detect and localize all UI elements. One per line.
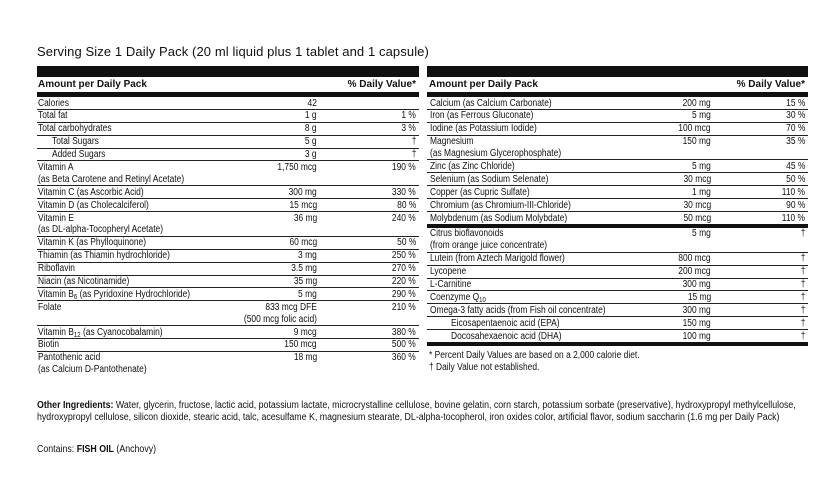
nutrient-row [37,149,419,162]
nutrient-daily-value: 90 % [785,199,805,211]
nutrient-amount: 100 mcg [678,123,711,135]
nutrient-name-text: Coenzyme Q [430,291,480,303]
nutrient-name [38,110,68,121]
nutrient-name [38,162,73,173]
nutrient-name-text: Vitamin B [38,326,74,338]
nutrient-row [427,123,808,136]
nutrient-row [427,228,808,253]
nutrient-name [38,200,149,211]
nutrient-row [37,352,419,376]
nutrient-name-text: Lycopene [430,266,467,278]
nutrient-name-text: Docosahexaenoic acid (DHA) [451,330,562,342]
nutrient-name-rest: (as Cyanocobalamin) [80,326,163,338]
right-top-bar [427,66,808,77]
nutrient-name-text: Folate [38,301,62,313]
nutrient-name-text: Vitamin A [38,161,74,173]
nutrient-amount: 150 mcg [284,339,317,351]
nutrient-name-text: Iron (as Ferrous Gluconate) [430,110,534,122]
nutrient-name-text: Biotin [38,339,60,351]
nutrient-amount: 35 mg [293,276,317,287]
nutrient-name [38,339,59,350]
nutrient-name [38,263,75,274]
nutrient-name [38,123,112,134]
nutrient-name-text: Selenium (as Sodium Selenate) [430,173,549,185]
nutrient-name [430,174,548,185]
nutrient-source: (as Beta Carotene and Retinyl Acetate) [38,173,185,185]
nutrient-daily-value: 330 % [392,186,416,198]
nutrient-row [427,317,808,330]
nutrient-amount: 5 mg [692,228,711,240]
serving-size: Serving Size 1 Daily Pack (20 ml liquid plus 1 tablet and 1 capsule) [37,44,429,59]
footnotes [427,350,808,374]
nutrient-name-rest: (as Pyridoxine Hydrochloride) [77,288,191,300]
nutrient-amount: 800 mcg [678,253,711,265]
nutrient-amount: 833 mcg DFE [265,301,317,313]
nutrient-row [37,276,419,289]
nutrient-amount: 300 mg [682,304,711,316]
nutrient-source: (as DL-alpha-Tocopheryl Acetate) [38,224,164,236]
nutrient-source: (from orange juice concentrate) [430,240,548,252]
nutrient-name [430,292,486,303]
nutrient-name [430,136,474,147]
nutrient-source: (as Calcium D-Pantothenate) [38,364,147,376]
nutrient-subscript: 6 [73,293,78,301]
nutrient-subscript: 10 [479,296,486,304]
nutrient-amount: 30 mcg [683,173,711,185]
nutrient-name [38,276,129,287]
footnote-dv: * Percent Daily Values are based on a 2,000 calorie diet. [429,349,640,361]
nutrient-daily-value: † [800,279,805,290]
contains-allergen: FISH OIL [76,444,114,455]
nutrient-row [37,161,419,186]
nutrient-name [430,161,515,172]
nutrient-daily-value: 30 % [785,110,805,122]
nutrient-name [38,352,100,363]
nutrient-daily-value: 110 % [781,186,805,198]
right-header-label: Amount per Daily Pack [429,79,538,90]
nutrient-subscript: 12 [73,331,81,339]
nutrient-name [430,200,571,211]
nutrient-amount: 1 g [305,110,317,122]
nutrient-row [37,263,419,276]
nutrient-daily-value: † [800,253,805,265]
nutrient-row [37,301,419,326]
nutrient-row [427,97,808,110]
nutrient-row [427,330,808,346]
nutrient-name [430,123,537,134]
nutrient-daily-value: 250 % [392,250,416,262]
other-ingredients-label: Other Ingredients: [37,400,114,411]
nutrient-daily-value: † [800,228,805,240]
nutrient-name-text: L-Carnitine [430,279,472,290]
nutrient-amount: 60 mcg [289,237,317,249]
nutrient-name [451,318,560,329]
nutrient-row [37,97,419,110]
nutrient-amount: 15 mcg [289,199,317,211]
nutrient-amount: 36 mg [293,212,317,224]
nutrient-name [38,327,163,338]
nutrient-name-text: Magnesium [430,136,474,148]
nutrient-name [430,253,565,264]
nutrient-amount: 42 [307,97,317,109]
nutrient-amount: 150 mg [682,317,711,329]
nutrient-name-text: Zinc (as Zinc Chloride) [430,160,515,172]
nutrient-daily-value: 500 % [392,339,416,351]
nutrient-name [38,302,61,313]
nutrient-amount: 3 mg [298,250,317,262]
nutrient-daily-value: 290 % [392,288,416,300]
left-rows [37,97,419,376]
nutrient-daily-value: 210 % [392,301,416,313]
nutrient-daily-value: † [411,149,416,161]
nutrient-row [427,186,808,199]
nutrient-row [427,279,808,292]
nutrient-amount: 5 mg [692,160,711,172]
nutrient-daily-value: 80 % [396,199,416,211]
left-header [37,77,419,93]
nutrient-daily-value: † [800,317,805,329]
nutrient-row [37,237,419,250]
left-header-label: Amount per Daily Pack [38,79,147,90]
contains-suffix: (Anchovy) [113,444,157,455]
nutrient-daily-value: 110 % [781,212,805,224]
nutrient-amount: 300 mg [288,186,317,198]
nutrient-row [427,199,808,212]
nutrient-amount: 18 mg [293,352,317,364]
nutrient-daily-value: 50 % [396,237,416,249]
contains-label: Contains: [37,444,77,455]
nutrient-daily-value: 50 % [785,173,805,185]
nutrient-name-text: Vitamin B [38,288,74,300]
nutrient-name-text: Molybdenum (as Sodium Molybdate) [430,212,568,224]
nutrient-row [427,160,808,173]
nutrient-daily-value: † [800,291,805,303]
nutrient-name-text: Vitamin C (as Ascorbic Acid) [38,186,144,198]
nutrient-name-text: Vitamin E [38,212,74,224]
nutrient-name [430,187,530,198]
other-ingredients [37,400,817,423]
nutrient-amount: 15 mg [687,291,711,303]
nutrient-row [37,250,419,263]
nutrient-amount: 30 mcg [683,199,711,211]
nutrient-amount: 300 mg [682,279,711,290]
nutrient-amount: 200 mg [682,97,711,109]
nutrient-daily-value: † [800,330,805,342]
nutrient-daily-value: 270 % [392,263,416,275]
nutrient-name-text: Omega-3 fatty acids (from Fish oil concentrate) [430,304,606,316]
nutrient-name-text: Lutein (from Aztech Marigold flower) [430,253,565,265]
nutrient-amount: 5 g [305,136,317,148]
nutrient-row [37,339,419,352]
nutrient-name-text: Calcium (as Calcium Carbonate) [430,97,552,109]
nutrient-amount: 50 mcg [683,212,711,224]
nutrient-name [430,266,466,277]
nutrient-row [427,304,808,317]
right-rows [427,97,808,346]
nutrient-daily-value: 380 % [392,326,416,338]
nutrient-name-text: Chromium (as Chromium-III-Chloride) [430,199,571,211]
nutrient-amount: 3 g [305,149,317,161]
nutrient-row [427,173,808,186]
nutrient-name-text: Total carbohydrates [38,123,112,135]
nutrient-name [38,289,190,300]
nutrient-name-text: Total Sugars [52,136,99,148]
left-top-bar [37,66,419,77]
nutrient-daily-value: 1 % [401,110,416,122]
nutrient-daily-value: 15 % [785,97,805,109]
nutrient-row [427,110,808,123]
nutrient-amount: 150 mg [682,136,711,148]
nutrient-row [37,110,419,123]
nutrient-daily-value: † [800,304,805,316]
nutrient-daily-value: 190 % [392,161,416,173]
nutrient-daily-value: 220 % [392,276,416,287]
nutrient-name [38,213,74,224]
nutrient-source: (as Magnesium Glycerophosphate) [430,148,562,160]
nutrient-name-text: Vitamin D (as Cholecalciferol) [38,199,149,211]
left-nutrient-panel [37,66,419,392]
right-header-dv: % Daily Value* [736,79,805,90]
footnote-dagger: † Daily Value not established. [429,361,540,373]
nutrient-name [430,228,504,239]
nutrient-name-text: Riboflavin [38,263,76,275]
nutrient-amount: 5 mg [298,288,317,300]
nutrient-row [37,212,419,237]
nutrient-name-text: Total fat [38,110,68,122]
right-header [427,77,808,93]
nutrient-name-text: Iodine (as Potassium Iodide) [430,123,537,135]
nutrient-amount: 3.5 mg [291,263,317,275]
nutrient-row [37,123,419,136]
nutrient-row [37,199,419,212]
nutrient-name-text: Eicosapentaenoic acid (EPA) [451,317,560,329]
nutrient-amount-detail: (500 mcg folic acid) [243,313,317,325]
nutrient-name [52,136,99,147]
nutrient-name-text: Pantothenic acid [38,352,101,364]
nutrient-name [430,98,552,109]
nutrient-name [430,305,606,316]
nutrient-row [427,253,808,266]
nutrient-name [38,187,144,198]
nutrient-daily-value: 240 % [392,212,416,224]
left-header-dv: % Daily Value* [347,79,416,90]
nutrient-daily-value: † [411,136,416,148]
nutrient-daily-value: † [800,266,805,278]
nutrient-name-text: Niacin (as Nicotinamide) [38,276,130,287]
nutrient-row [37,136,419,149]
nutrient-name-text: Thiamin (as Thiamin hydrochloride) [38,250,170,262]
nutrient-name-text: Calories [38,97,69,109]
other-ingredients-text: Water, glycerin, fructose, lactic acid, potassium lactate, microcrystalline cellulose, bovine gelatin, corn starch, potassium sorbate (preservative), hydroxypropyl methylcellulose, hydroxypropyl cellulose, silicon dioxide, stearic acid, talc, acesulfame K, magnesium stearate, DL-alpha-tocopherol, iron oxides color, artificial flavor, sodium saccharin (1.6 mg per Daily Pack) [37,400,796,423]
nutrient-row [427,266,808,279]
nutrient-daily-value: 70 % [785,123,805,135]
nutrient-name-text: Citrus bioflavonoids [430,228,504,240]
nutrient-name-text: Added Sugars [52,149,106,161]
nutrient-amount: 9 mcg [294,326,317,338]
nutrient-row [37,288,419,301]
nutrient-name [430,110,533,121]
nutrient-name [451,331,562,342]
nutrient-name [430,279,471,290]
nutrient-name-text: Copper (as Cupric Sulfate) [430,186,530,198]
nutrient-row [427,136,808,161]
nutrient-row [37,326,419,339]
nutrient-name [38,250,170,261]
nutrient-daily-value: 3 % [401,123,416,135]
nutrient-amount: 8 g [305,123,317,135]
nutrient-row [427,212,808,228]
nutrient-name [52,149,105,160]
nutrient-row [427,291,808,304]
right-nutrient-panel [427,66,808,392]
nutrient-amount: 5 mg [692,110,711,122]
nutrient-row [37,186,419,199]
nutrient-name [38,98,69,109]
nutrient-daily-value: 45 % [785,160,805,172]
nutrient-amount: 100 mg [682,330,711,342]
nutrient-amount: 1 mg [692,186,711,198]
nutrient-name-text: Vitamin K (as Phylloquinone) [38,237,147,249]
nutrient-amount: 1,750 mcg [277,161,317,173]
nutrient-daily-value: 360 % [392,352,416,364]
nutrient-daily-value: 35 % [785,136,805,148]
nutrient-name [38,237,146,248]
nutrient-name [430,213,567,224]
nutrient-amount: 200 mcg [678,266,711,278]
allergen-statement [37,444,156,455]
